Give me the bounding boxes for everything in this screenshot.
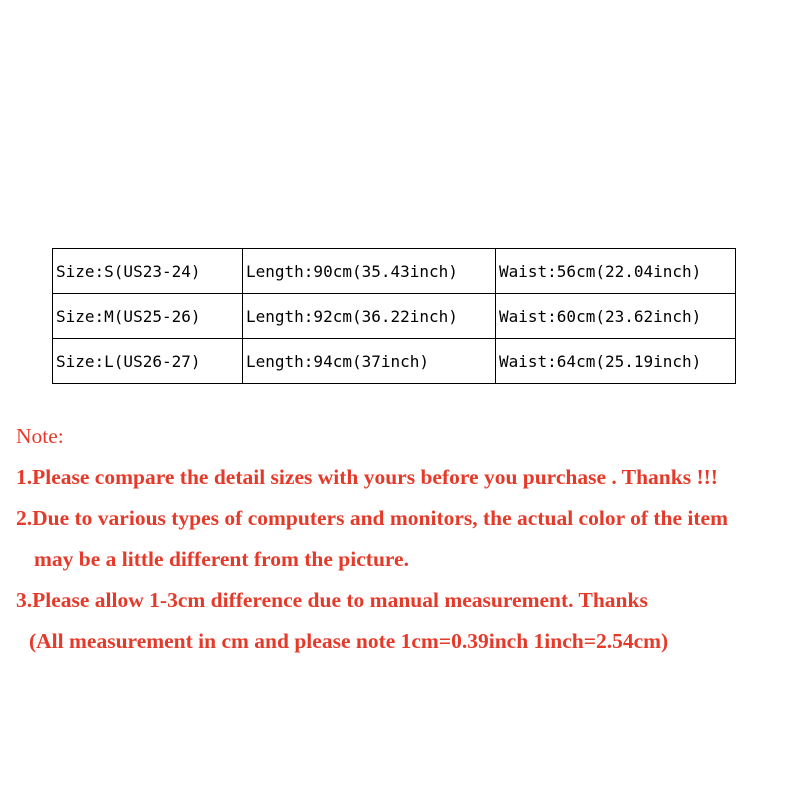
- size-cell: Size:S(US23-24): [53, 249, 243, 294]
- length-cell: Length:94cm(37inch): [243, 339, 496, 384]
- length-cell: Length:90cm(35.43inch): [243, 249, 496, 294]
- note-line-2: 2.Due to various types of computers and monitors, the actual color of the item: [16, 506, 729, 530]
- table-row: [53, 339, 736, 384]
- table-row: [53, 249, 736, 294]
- note-line-1: 1.Please compare the detail sizes with yours before you purchase . Thanks !!!: [16, 465, 718, 489]
- waist-cell: Waist:60cm(23.62inch): [496, 294, 736, 339]
- size-cell: Size:M(US25-26): [53, 294, 243, 339]
- note-line-4: (All measurement in cm and please note 1cm=0.39inch 1inch=2.54cm): [29, 629, 669, 653]
- note-line-3: 3.Please allow 1-3cm difference due to manual measurement. Thanks: [16, 588, 648, 612]
- size-cell: Size:L(US26-27): [53, 339, 243, 384]
- notes-section: [16, 421, 800, 667]
- waist-cell: Waist:56cm(22.04inch): [496, 249, 736, 294]
- note-line-2-continued: may be a little different from the picture.: [34, 547, 409, 571]
- table-row: [53, 294, 736, 339]
- size-table: [52, 248, 736, 384]
- note-title: Note:: [16, 424, 64, 448]
- length-cell: Length:92cm(36.22inch): [243, 294, 496, 339]
- waist-cell: Waist:64cm(25.19inch): [496, 339, 736, 384]
